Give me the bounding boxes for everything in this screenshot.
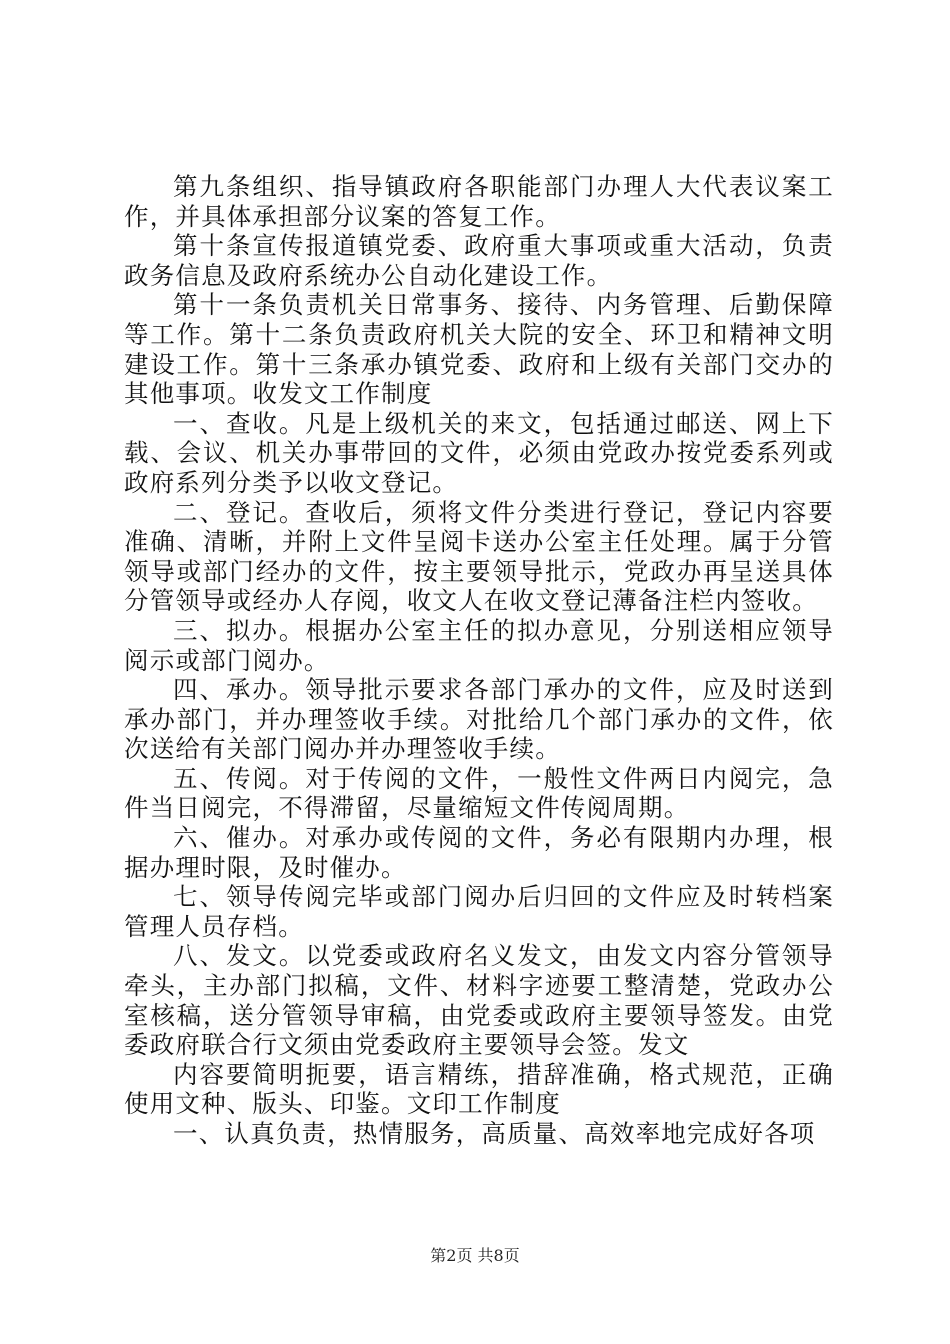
paragraph: 五、传阅。对于传阅的文件，一般性文件两日内阅完，急件当日阅完，不得滞留，尽量缩短文件传阅周期。 — [124, 763, 834, 823]
paragraph: 一、查收。凡是上级机关的来文，包括通过邮送、网上下载、会议、机关办事带回的文件，必须由党政办按党委系列或政府系列分类予以收文登记。 — [124, 408, 834, 497]
page-footer: 第2页 共8页 — [430, 1246, 520, 1265]
paragraph: 三、拟办。根据办公室主任的拟办意见，分别送相应领导阅示或部门阅办。 — [124, 615, 834, 675]
paragraph: 内容要简明扼要，语言精练，措辞准确，格式规范，正确使用文种、版头、印鉴。文印工作制度 — [124, 1059, 834, 1119]
paragraph: 第九条组织、指导镇政府各职能部门办理人大代表议案工作，并具体承担部分议案的答复工作。 — [124, 172, 834, 231]
paragraph: 一、认真负责，热情服务，高质量、高效率地完成好各项 — [173, 1119, 816, 1148]
paragraph: 七、领导传阅完毕或部门阅办后归回的文件应及时转档案管理人员存档。 — [124, 882, 834, 941]
paragraph: 六、催办。对承办或传阅的文件，务必有限期内办理，根据办理时限，及时催办。 — [124, 823, 834, 882]
paragraph: 第十条宣传报道镇党委、政府重大事项或重大活动，负责政务信息及政府系统办公自动化建设工作。 — [124, 231, 834, 290]
paragraph: 二、登记。查收后，须将文件分类进行登记，登记内容要准确、清晰，并附上文件呈阅卡送办公室主任处理。属于分管领导或部门经办的文件，按主要领导批示，党政办再呈送具体分管领导或经办人存阅，收文人在收文登记薄备注栏内签收。 — [124, 497, 834, 616]
paragraph: 第十一条负责机关日常事务、接待、内务管理、后勤保障等工作。第十二条负责政府机关大院的安全、环卫和精神文明建设工作。第十三条承办镇党委、政府和上级有关部门交办的其他事项。收发文工作制度 — [124, 290, 834, 409]
paragraph: 四、承办。领导批示要求各部门承办的文件，应及时送到承办部门，并办理签收手续。对批给几个部门承办的文件，依次送给有关部门阅办并办理签收手续。 — [124, 675, 834, 764]
document-body — [124, 172, 834, 1149]
paragraph: 八、发文。以党委或政府名义发文，由发文内容分管领导牵头，主办部门拟稿，文件、材料字迹要工整清楚，党政办公室核稿，送分管领导审稿，由党委或政府主要领导签发。由党委政府联合行文须由党委政府主要领导会签。发文 — [124, 941, 834, 1060]
